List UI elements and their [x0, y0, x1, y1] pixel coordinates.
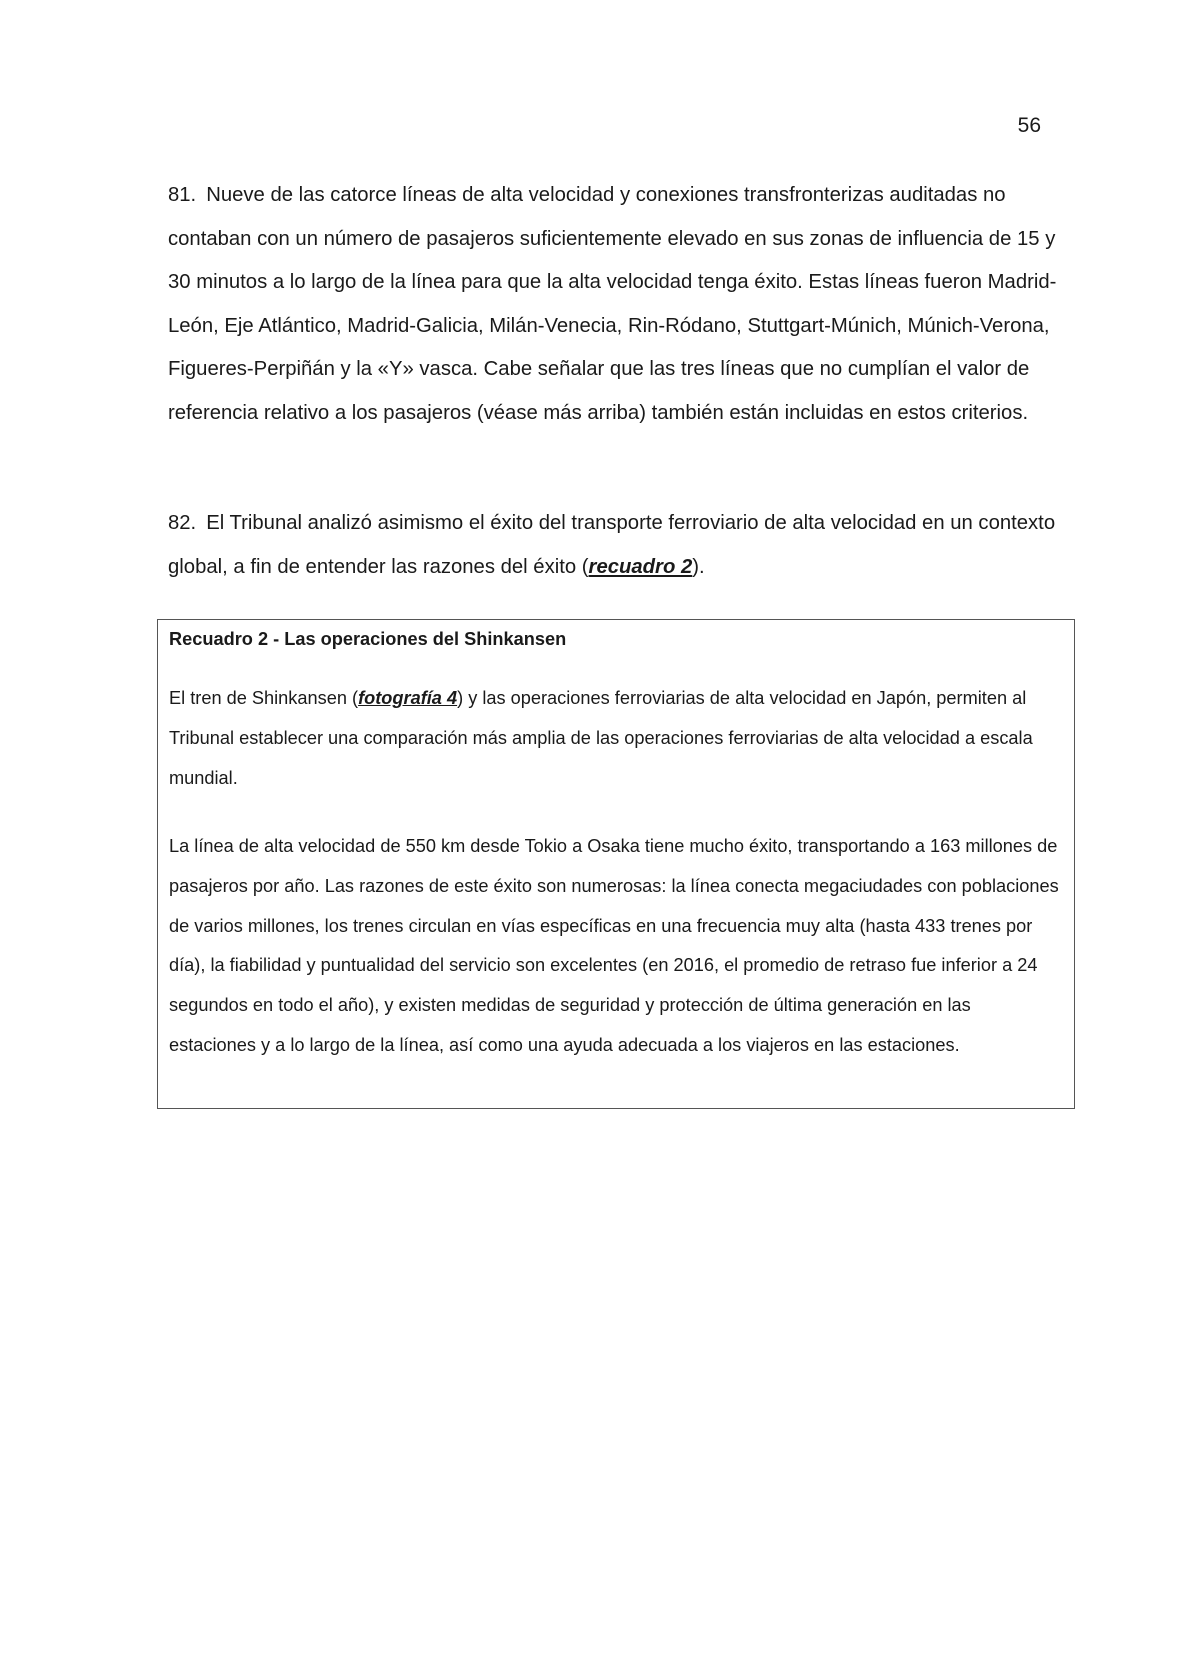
recuadro-2-link[interactable]: recuadro 2 — [588, 555, 693, 578]
page-number: 56 — [1017, 114, 1041, 137]
box-paragraph-1-after: ) y las operaciones ferroviarias de alta velocidad en Japón, permiten al Tribunal establecer una comparación más amplia de las operaciones ferroviarias de alta velocidad a escala mundial. — [169, 688, 1033, 788]
paragraph-81 — [168, 174, 1068, 435]
paragraph-81-number: 81. — [168, 184, 197, 206]
recuadro-2-box — [157, 619, 1075, 1109]
paragraph-82-number: 82. — [168, 512, 197, 534]
paragraph-82-text-after: ). — [692, 555, 705, 578]
fotografia-4-link[interactable]: fotografía 4 — [358, 688, 458, 708]
box-title: Recuadro 2 - Las operaciones del Shinkansen — [169, 629, 567, 649]
box-paragraph-1-before: El tren de Shinkansen ( — [169, 688, 359, 708]
box-paragraph-2: La línea de alta velocidad de 550 km desde Tokio a Osaka tiene mucho éxito, transportando a 163 millones de pasajeros por año. Las razones de este éxito son numerosas: la línea conecta megaciudades con poblaciones de varios millones, los trenes circulan en vías específicas en una frecuencia muy alta (hasta 433 trenes por día), la fiabilidad y puntualidad del servicio son excelentes (en 2016, el promedio de retraso fue inferior a 24 segundos en todo el año), y existen medidas de seguridad y protección de última generación en las estaciones y a lo largo de la línea, así como una ayuda adecuada a los viajeros en las estaciones. — [169, 836, 1059, 1055]
paragraph-82-text-before: El Tribunal analizó asimismo el éxito del transporte ferroviario de alta velocidad en un contexto global, a fin de entender las razones del éxito ( — [168, 512, 1056, 578]
paragraph-82 — [168, 502, 1068, 589]
paragraph-81-text: Nueve de las catorce líneas de alta velocidad y conexiones transfronterizas auditadas no contaban con un número de pasajeros suficientemente elevado en sus zonas de influencia de 15 y 30 minutos a lo largo de la línea para que la alta velocidad tenga éxito. Estas líneas fueron Madrid-León, Eje Atlántico, Madrid-Galicia, Milán-Venecia, Rin-Ródano, Stuttgart-Múnich, Múnich-Verona, Figueres-Perpiñán y la «Y» vasca. Cabe señalar que las tres líneas que no cumplían el valor de referencia relativo a los pasajeros (véase más arriba) también están incluidas en estos criterios. — [168, 184, 1057, 424]
box-paragraph-1 — [169, 679, 1059, 798]
